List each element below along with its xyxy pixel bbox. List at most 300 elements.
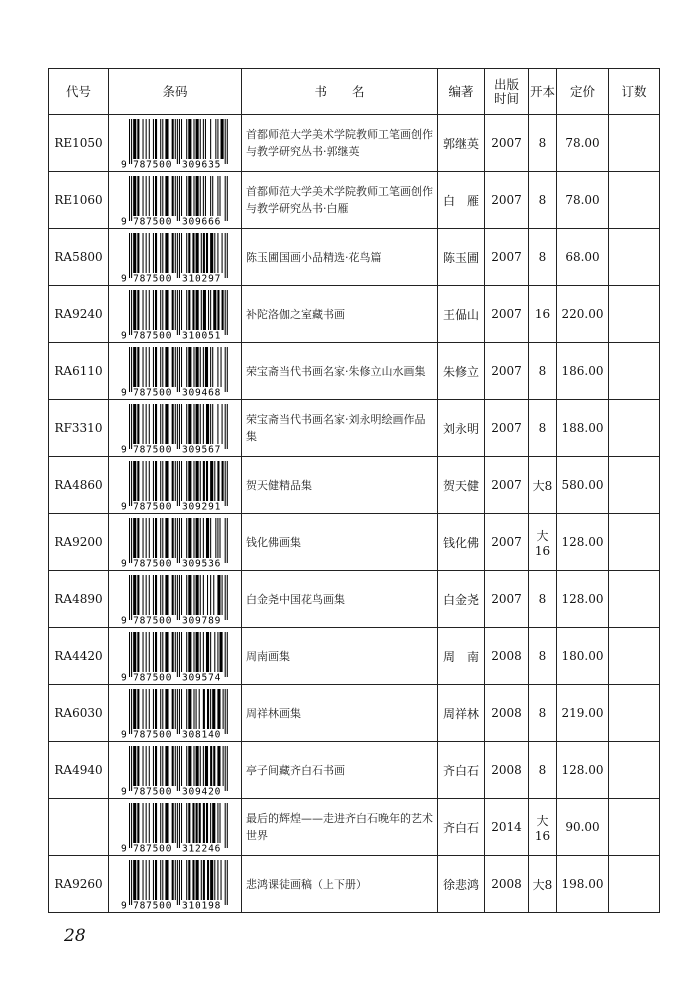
barcode-bar (179, 632, 180, 677)
barcode-bar (153, 290, 154, 330)
barcode-bar (207, 860, 209, 900)
barcode-bar (200, 347, 201, 387)
barcode-bar (146, 803, 147, 843)
barcode-bar (214, 632, 215, 672)
table-row (49, 286, 660, 343)
barcode-bar (205, 746, 208, 786)
barcode-bar (129, 461, 130, 506)
barcode-digits: 309291 (182, 501, 222, 510)
barcode-bar (175, 518, 176, 558)
order-cell (609, 172, 660, 229)
barcode-bar (165, 347, 168, 387)
barcode-bar (153, 119, 154, 159)
barcode-bar (133, 803, 136, 843)
barcode-bar (223, 746, 224, 786)
barcode-bar (217, 632, 218, 672)
barcode-bar (205, 347, 208, 387)
barcode-digits: 309420 (182, 786, 222, 795)
author-cell: 周祥林 (438, 685, 485, 742)
barcode-bar (199, 803, 201, 843)
barcode-bar (146, 233, 147, 273)
barcode-bar (225, 632, 226, 677)
barcode-bar (225, 404, 226, 449)
barcode-bar (172, 404, 174, 444)
barcode-bar (149, 746, 150, 786)
barcode-bar (217, 404, 218, 444)
barcode-digits: 9 (121, 273, 128, 282)
barcode-bar (175, 860, 176, 900)
barcode-bar (227, 632, 228, 677)
barcode-digits: 9 (121, 159, 128, 168)
barcode-bar (177, 746, 178, 791)
barcode-bar (186, 404, 187, 444)
barcode-image (119, 745, 231, 795)
barcode-bar (225, 803, 226, 848)
barcode-bar (203, 689, 205, 729)
code-cell: RA4420 (49, 628, 109, 685)
price-cell: 198.00 (557, 856, 609, 913)
barcode-bar (129, 176, 130, 221)
table-row (49, 115, 660, 172)
barcode-bar (217, 347, 218, 387)
barcode-bar (179, 860, 180, 905)
code-cell: RF3310 (49, 400, 109, 457)
barcode-bar (137, 290, 139, 330)
barcode-bar (217, 803, 218, 843)
barcode-bar (133, 461, 136, 501)
title-cell: 悲鸿课徒画稿（上下册） (242, 856, 438, 913)
barcode-bar (206, 404, 209, 444)
barcode-bar (193, 575, 194, 615)
barcode-bar (188, 632, 191, 672)
barcode-bar (162, 746, 163, 786)
barcode-digits: 787500 (133, 273, 173, 282)
barcode-bar (210, 575, 211, 615)
barcode-bar (162, 518, 163, 558)
barcode-bar (153, 461, 154, 501)
barcode-bar (160, 632, 161, 672)
barcode-bar (192, 290, 194, 330)
barcode-bar (186, 347, 187, 387)
barcode-bar (155, 233, 157, 273)
barcode-bar (129, 632, 130, 677)
barcode-bar (200, 575, 201, 615)
barcode-image (119, 346, 231, 396)
barcode-bar (175, 575, 176, 615)
barcode-bar (129, 233, 130, 278)
barcode-bar (155, 404, 157, 444)
barcode-bar (149, 347, 150, 387)
barcode-bar (181, 233, 182, 273)
barcode-bar (181, 632, 182, 672)
header-barcode: 条码 (109, 69, 242, 115)
barcode-bar (217, 575, 220, 615)
barcode-bar (188, 689, 191, 729)
barcode-bar (196, 860, 199, 900)
barcode-bar (206, 518, 209, 558)
barcode-bar (131, 746, 132, 791)
barcode-digits: 310297 (182, 273, 222, 282)
title-cell: 钱化佛画集 (242, 514, 438, 571)
barcode-bar (175, 290, 176, 330)
barcode-digits: 9 (121, 501, 128, 510)
barcode-bar (200, 119, 201, 159)
barcode-bar (155, 176, 157, 216)
barcode-bar (186, 689, 187, 729)
barcode-bar (227, 518, 228, 563)
year-cell: 2007 (485, 400, 529, 457)
barcode-bar (219, 803, 220, 843)
barcode-bar (193, 518, 194, 558)
barcode-bar (193, 176, 194, 216)
barcode-bar (196, 803, 198, 843)
barcode-bar (172, 689, 174, 729)
barcode-image (119, 460, 231, 510)
order-cell (609, 115, 660, 172)
code-cell: RA6030 (49, 685, 109, 742)
barcode-bar (219, 176, 220, 216)
barcode-bar (225, 176, 226, 221)
barcode-bar (188, 461, 191, 501)
barcode-bar (146, 176, 147, 216)
barcode-bar (186, 860, 187, 900)
barcode-bar (210, 803, 211, 843)
barcode-bar (162, 119, 163, 159)
barcode-bar (179, 518, 180, 563)
author-cell: 陈玉圃 (438, 229, 485, 286)
barcode-bar (186, 233, 187, 273)
barcode-digits: 787500 (133, 843, 173, 852)
year-cell: 2007 (485, 115, 529, 172)
barcode-bar (155, 860, 157, 900)
barcode-bar (131, 803, 132, 848)
barcode-bar (177, 689, 178, 734)
barcode-bar (227, 404, 228, 449)
barcode-bar (177, 518, 178, 563)
barcode-bar (227, 860, 228, 905)
barcode-bar (219, 518, 220, 558)
format-cell: 大16 (529, 799, 557, 856)
table-row (49, 457, 660, 514)
barcode-cell (109, 457, 242, 514)
barcode-bar (210, 461, 213, 501)
barcode-bar (196, 689, 197, 729)
barcode-bar (172, 461, 174, 501)
barcode-bar (222, 404, 223, 444)
barcode-bar (131, 347, 132, 392)
barcode-bar (212, 803, 215, 843)
barcode-bar (133, 518, 136, 558)
barcode-image (119, 631, 231, 681)
price-cell: 219.00 (557, 685, 609, 742)
barcode-digits: 9 (121, 900, 128, 909)
barcode-bar (177, 119, 178, 164)
barcode-image (119, 232, 231, 282)
barcode-bar (129, 803, 130, 848)
barcode-bar (206, 461, 208, 501)
title-cell: 周祥林画集 (242, 685, 438, 742)
order-cell (609, 286, 660, 343)
barcode-bar (179, 290, 180, 335)
barcode-bar (149, 404, 150, 444)
barcode-bar (181, 803, 182, 843)
barcode-bar (162, 461, 163, 501)
order-cell (609, 457, 660, 514)
barcode-bar (155, 689, 157, 729)
format-cell: 8 (529, 115, 557, 172)
order-cell (609, 571, 660, 628)
barcode-bar (188, 518, 191, 558)
barcode-bar (210, 119, 211, 159)
barcode-digits: 308140 (182, 729, 222, 738)
barcode-bar (177, 404, 178, 449)
barcode-bar (181, 746, 182, 786)
barcode-bar (162, 290, 163, 330)
author-cell: 朱修立 (438, 343, 485, 400)
barcode-bar (149, 689, 150, 729)
barcode-bar (217, 119, 218, 159)
year-cell: 2007 (485, 457, 529, 514)
year-cell: 2014 (485, 799, 529, 856)
barcode-bar (133, 290, 136, 330)
barcode-bar (160, 347, 161, 387)
barcode-bar (155, 632, 157, 672)
barcode-bar (215, 119, 216, 159)
barcode-bar (210, 746, 212, 786)
code-cell: RA6110 (49, 343, 109, 400)
barcode-bar (165, 689, 168, 729)
barcode-bar (188, 290, 190, 330)
barcode-bar (219, 632, 222, 672)
barcode-digits: 9 (121, 843, 128, 852)
title-cell: 周南画集 (242, 628, 438, 685)
barcode-bar (149, 119, 150, 159)
barcode-bar (181, 575, 182, 615)
price-cell: 220.00 (557, 286, 609, 343)
barcode-bar (153, 746, 154, 786)
barcode-bar (188, 404, 191, 444)
code-cell: RA4890 (49, 571, 109, 628)
barcode-bar (225, 575, 226, 620)
barcode-bar (203, 518, 204, 558)
barcode-image (119, 574, 231, 624)
barcode-bar (172, 518, 174, 558)
barcode-bar (155, 119, 157, 159)
barcode-digits: 9 (121, 444, 128, 453)
barcode-bar (143, 176, 144, 216)
barcode-bar (225, 233, 226, 278)
header-price: 定价 (557, 69, 609, 115)
code-cell: RA9200 (49, 514, 109, 571)
year-cell: 2008 (485, 685, 529, 742)
barcode-bar (227, 176, 228, 221)
barcode-bar (225, 746, 226, 791)
barcode-digits: 9 (121, 216, 128, 225)
barcode-bar (133, 689, 136, 729)
barcode-bar (192, 860, 194, 900)
barcode-bar (192, 233, 194, 273)
barcode-bar (131, 575, 132, 620)
barcode-bar (175, 746, 176, 786)
barcode-image (119, 859, 231, 909)
barcode-bar (179, 461, 180, 506)
barcode-digits: 309666 (182, 216, 222, 225)
barcode-bar (143, 689, 144, 729)
barcode-bar (162, 347, 163, 387)
table-row (49, 685, 660, 742)
barcode-bar (131, 233, 132, 278)
barcode-bar (181, 518, 182, 558)
barcode-bar (155, 461, 157, 501)
barcode-bar (175, 632, 176, 672)
barcode-bar (214, 461, 215, 501)
author-cell: 郭继英 (438, 115, 485, 172)
barcode-bar (160, 689, 161, 729)
barcode-bar (210, 689, 211, 729)
barcode-bar (175, 347, 176, 387)
barcode-bar (160, 404, 161, 444)
barcode-bar (149, 860, 150, 900)
barcode-digits: 309789 (182, 615, 222, 624)
barcode-bar (222, 461, 224, 501)
year-cell: 2008 (485, 742, 529, 799)
barcode-bar (160, 803, 161, 843)
barcode-bar (212, 347, 213, 387)
barcode-bar (206, 632, 209, 672)
barcode-bar (179, 575, 180, 620)
barcode-bar (196, 575, 199, 615)
table-row (49, 343, 660, 400)
barcode-bar (225, 518, 226, 563)
barcode-bar (188, 119, 191, 159)
barcode-bar (207, 575, 208, 615)
barcode-bar (212, 689, 215, 729)
price-cell: 188.00 (557, 400, 609, 457)
barcode-bar (212, 404, 213, 444)
format-cell: 大8 (529, 457, 557, 514)
barcode-digits: 787500 (133, 501, 173, 510)
barcode-bar (172, 119, 174, 159)
barcode-digits: 9 (121, 387, 128, 396)
barcode-bar (129, 518, 130, 563)
barcode-bar (160, 461, 161, 501)
code-cell: RA9240 (49, 286, 109, 343)
barcode-bar (186, 290, 187, 330)
barcode-bar (200, 404, 201, 444)
barcode-bar (177, 575, 178, 620)
price-cell: 580.00 (557, 457, 609, 514)
barcode-bar (165, 632, 168, 672)
barcode-image (119, 403, 231, 453)
barcode-bar (143, 290, 144, 330)
barcode-cell (109, 172, 242, 229)
barcode-bar (143, 575, 144, 615)
barcode-bar (133, 575, 136, 615)
barcode-bar (217, 518, 218, 558)
barcode-cell (109, 286, 242, 343)
format-cell: 8 (529, 571, 557, 628)
price-cell: 90.00 (557, 799, 609, 856)
barcode-bar (188, 233, 190, 273)
barcode-bar (129, 746, 130, 791)
title-cell: 荣宝斋当代书画名家·刘永明绘画作品集 (242, 400, 438, 457)
code-cell: RA4860 (49, 457, 109, 514)
header-year-label: 出版时间 (493, 76, 519, 106)
barcode-bar (153, 518, 154, 558)
title-cell: 荣宝斋当代书画名家·朱修立山水画集 (242, 343, 438, 400)
header-format: 开本 (529, 69, 557, 115)
barcode-bar (133, 119, 136, 159)
barcode-cell (109, 400, 242, 457)
year-cell: 2007 (485, 343, 529, 400)
barcode-bar (177, 461, 178, 506)
barcode-bar (217, 860, 218, 900)
author-cell: 钱化佛 (438, 514, 485, 571)
barcode-bar (153, 860, 154, 900)
barcode-bar (137, 518, 139, 558)
barcode-bar (196, 233, 199, 273)
barcode-digits: 309635 (182, 159, 222, 168)
barcode-bar (165, 803, 168, 843)
author-cell: 齐白石 (438, 742, 485, 799)
barcode-bar (133, 233, 136, 273)
barcode-bar (179, 689, 180, 734)
author-cell: 齐白石 (438, 799, 485, 856)
barcode-bar (129, 860, 130, 905)
barcode-bar (137, 746, 139, 786)
barcode-bar (217, 689, 220, 729)
barcode-bar (137, 860, 139, 900)
barcode-bar (177, 632, 178, 677)
barcode-bar (225, 860, 226, 905)
barcode-bar (131, 461, 132, 506)
price-cell: 68.00 (557, 229, 609, 286)
code-cell: RE1050 (49, 115, 109, 172)
barcode-bar (221, 119, 224, 159)
barcode-bar (137, 632, 139, 672)
barcode-bar (227, 233, 228, 278)
format-cell: 大16 (529, 514, 557, 571)
barcode-bar (162, 860, 163, 900)
page-number: 28 (64, 926, 86, 946)
barcode-bar (146, 689, 147, 729)
barcode-bar (208, 290, 209, 330)
barcode-bar (153, 803, 154, 843)
order-cell (609, 856, 660, 913)
barcode-bar (181, 860, 182, 900)
barcode-bar (179, 233, 180, 278)
barcode-bar (162, 689, 163, 729)
barcode-bar (172, 290, 174, 330)
barcode-cell (109, 856, 242, 913)
barcode-bar (213, 290, 216, 330)
format-cell: 16 (529, 286, 557, 343)
barcode-bar (203, 803, 205, 843)
barcode-digits: 312246 (182, 843, 222, 852)
barcode-bar (210, 290, 211, 330)
barcode-bar (143, 632, 144, 672)
barcode-bar (175, 233, 176, 273)
barcode-cell (109, 685, 242, 742)
title-cell: 陈玉圃国画小品精选·花鸟篇 (242, 229, 438, 286)
barcode-bar (172, 347, 174, 387)
barcode-bar (203, 860, 205, 900)
barcode-bar (162, 575, 163, 615)
header-order: 订数 (609, 69, 660, 115)
barcode-bar (221, 860, 222, 900)
barcode-bar (162, 404, 163, 444)
barcode-bar (181, 119, 182, 159)
